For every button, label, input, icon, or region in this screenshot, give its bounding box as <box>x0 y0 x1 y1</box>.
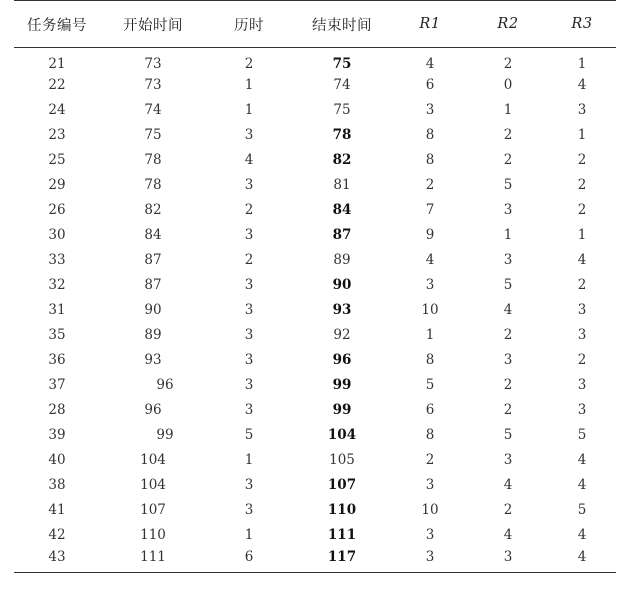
table-row <box>14 73 616 98</box>
cell-end-time: 81 <box>333 177 351 193</box>
cell-r2: 2 <box>503 502 513 518</box>
cell-duration: 3 <box>244 177 254 193</box>
cell-end-time: 99 <box>332 402 352 418</box>
cell-r2: 2 <box>503 402 513 418</box>
cell-r3: 4 <box>577 527 587 543</box>
cell-start-time: 73 <box>144 77 162 93</box>
cell-r2: 2 <box>503 152 513 168</box>
cell-r3: 4 <box>577 77 587 93</box>
cell-r2: 1 <box>503 102 513 118</box>
cell-r2: 3 <box>503 202 513 218</box>
cell-start-time: 89 <box>144 327 162 343</box>
header-r1: R1 <box>392 1 468 48</box>
cell-start-time: 84 <box>144 227 162 243</box>
cell-r3: 5 <box>577 502 587 518</box>
cell-start-time: 111 <box>100 548 206 573</box>
cell-r2: 4 <box>503 527 513 543</box>
task-schedule-table <box>14 0 616 573</box>
cell-start-time: 99 <box>156 427 174 443</box>
table-row <box>14 223 616 248</box>
cell-task-id: 30 <box>48 227 66 243</box>
cell-duration: 2 <box>244 202 254 218</box>
cell-r1: 6 <box>425 402 435 418</box>
cell-r2: 4 <box>503 302 513 318</box>
cell-duration: 2 <box>244 252 254 268</box>
cell-r1: 3 <box>392 548 468 573</box>
cell-end-time: 89 <box>333 252 351 268</box>
table-row <box>14 523 616 548</box>
cell-r2: 4 <box>503 477 513 493</box>
cell-r1: 8 <box>425 127 435 143</box>
cell-end-time: 111 <box>327 527 357 543</box>
table-row <box>14 398 616 423</box>
cell-r2: 2 <box>503 56 513 73</box>
cell-task-id: 25 <box>48 152 66 168</box>
cell-r1: 10 <box>421 302 439 318</box>
cell-end-time: 90 <box>332 277 352 293</box>
table-row <box>14 323 616 348</box>
cell-r1: 3 <box>425 527 435 543</box>
cell-r1: 2 <box>425 452 435 468</box>
cell-task-id: 40 <box>48 452 66 468</box>
cell-end-time: 87 <box>332 227 352 243</box>
cell-r3: 5 <box>577 427 587 443</box>
cell-duration: 3 <box>244 227 254 243</box>
cell-r3: 2 <box>577 202 587 218</box>
cell-r1: 8 <box>425 427 435 443</box>
cell-duration: 3 <box>244 377 254 393</box>
cell-r2: 5 <box>503 277 513 293</box>
cell-end-time: 92 <box>333 327 351 343</box>
cell-r2: 5 <box>503 427 513 443</box>
cell-task-id: 24 <box>48 102 66 118</box>
cell-duration: 3 <box>244 327 254 343</box>
table-row <box>14 273 616 298</box>
cell-end-time: 78 <box>332 127 352 143</box>
cell-r3: 3 <box>577 302 587 318</box>
cell-r2: 2 <box>503 377 513 393</box>
header-r3: R3 <box>548 1 616 48</box>
cell-start-time: 110 <box>140 527 166 543</box>
cell-end-time: 105 <box>329 452 355 468</box>
cell-r3: 2 <box>577 177 587 193</box>
table-row <box>14 298 616 323</box>
cell-r1: 3 <box>425 102 435 118</box>
cell-r3: 1 <box>577 127 587 143</box>
cell-task-id: 28 <box>48 402 66 418</box>
cell-r1: 2 <box>425 177 435 193</box>
cell-r2: 0 <box>503 77 513 93</box>
cell-r3: 3 <box>577 102 587 118</box>
cell-task-id: 31 <box>48 302 66 318</box>
cell-duration: 3 <box>244 502 254 518</box>
cell-task-id: 32 <box>48 277 66 293</box>
cell-r1: 6 <box>425 77 435 93</box>
cell-start-time: 96 <box>144 402 162 418</box>
cell-start-time: 104 <box>140 477 166 493</box>
cell-end-time: 75 <box>333 102 351 118</box>
cell-r2: 2 <box>503 127 513 143</box>
cell-task-id: 29 <box>48 177 66 193</box>
cell-r2: 3 <box>503 352 513 368</box>
table-body <box>14 48 616 573</box>
cell-start-time: 82 <box>144 202 162 218</box>
cell-start-time: 78 <box>144 177 162 193</box>
cell-duration: 1 <box>244 452 254 468</box>
cell-r2: 3 <box>503 252 513 268</box>
cell-task-id: 41 <box>48 502 66 518</box>
cell-end-time: 75 <box>332 56 352 73</box>
cell-r1: 9 <box>425 227 435 243</box>
cell-r1: 8 <box>425 352 435 368</box>
cell-start-time: 93 <box>144 352 162 368</box>
cell-task-id: 43 <box>14 548 100 573</box>
table-row <box>14 248 616 273</box>
cell-task-id: 38 <box>48 477 66 493</box>
table-header <box>14 1 616 48</box>
cell-r3: 3 <box>577 402 587 418</box>
header-task-id: 任务编号 <box>14 1 100 48</box>
cell-r2: 5 <box>503 177 513 193</box>
cell-r1: 5 <box>425 377 435 393</box>
cell-start-time: 90 <box>144 302 162 318</box>
header-start-time: 开始时间 <box>100 1 206 48</box>
cell-end-time: 84 <box>332 202 352 218</box>
cell-end-time: 74 <box>333 77 351 93</box>
cell-duration: 2 <box>244 56 254 73</box>
cell-duration: 3 <box>244 352 254 368</box>
table-row <box>14 98 616 123</box>
cell-task-id: 22 <box>48 77 66 93</box>
table-row <box>14 548 616 573</box>
cell-r3: 2 <box>577 277 587 293</box>
table-row <box>14 448 616 473</box>
cell-end-time: 104 <box>327 427 357 443</box>
cell-r1: 4 <box>425 252 435 268</box>
cell-end-time: 99 <box>332 377 352 393</box>
cell-r1: 3 <box>425 277 435 293</box>
cell-r1: 1 <box>425 327 435 343</box>
cell-r1: 7 <box>425 202 435 218</box>
cell-end-time: 93 <box>332 302 352 318</box>
cell-end-time: 82 <box>332 152 352 168</box>
cell-task-id: 42 <box>48 527 66 543</box>
cell-duration: 1 <box>244 102 254 118</box>
cell-end-time: 107 <box>327 477 357 493</box>
header-r2: R2 <box>468 1 548 48</box>
cell-r3: 4 <box>577 252 587 268</box>
cell-task-id: 39 <box>48 427 66 443</box>
cell-task-id: 23 <box>48 127 66 143</box>
table-row <box>14 498 616 523</box>
cell-r1: 8 <box>425 152 435 168</box>
cell-end-time: 96 <box>332 352 352 368</box>
cell-start-time: 74 <box>144 102 162 118</box>
cell-r1: 3 <box>425 477 435 493</box>
cell-duration: 3 <box>244 402 254 418</box>
table-row <box>14 198 616 223</box>
table-row <box>14 373 616 398</box>
header-end-time: 结束时间 <box>292 1 392 48</box>
table-row <box>14 173 616 198</box>
table-row <box>14 473 616 498</box>
cell-r1: 4 <box>425 56 435 73</box>
table-row <box>14 48 616 73</box>
cell-r2: 1 <box>503 227 513 243</box>
cell-duration: 3 <box>244 127 254 143</box>
cell-duration: 1 <box>244 77 254 93</box>
cell-start-time: 104 <box>140 452 166 468</box>
cell-r3: 4 <box>577 477 587 493</box>
cell-start-time: 78 <box>144 152 162 168</box>
cell-start-time: 107 <box>140 502 166 518</box>
cell-r2: 3 <box>468 548 548 573</box>
cell-duration: 3 <box>244 277 254 293</box>
cell-r1: 10 <box>421 502 439 518</box>
cell-task-id: 21 <box>48 56 66 73</box>
table-row <box>14 123 616 148</box>
cell-start-time: 73 <box>144 56 162 73</box>
cell-duration: 5 <box>244 427 254 443</box>
cell-end-time: 110 <box>327 502 357 518</box>
cell-end-time: 117 <box>292 548 392 573</box>
header-duration: 历时 <box>206 1 292 48</box>
header-row <box>14 1 616 48</box>
cell-r2: 2 <box>503 327 513 343</box>
cell-task-id: 37 <box>48 377 66 393</box>
table-row <box>14 348 616 373</box>
cell-r3: 4 <box>577 452 587 468</box>
cell-start-time: 87 <box>144 252 162 268</box>
cell-task-id: 35 <box>48 327 66 343</box>
cell-duration: 3 <box>244 302 254 318</box>
cell-task-id: 26 <box>48 202 66 218</box>
cell-r3: 3 <box>577 377 587 393</box>
table-row <box>14 423 616 448</box>
cell-start-time: 87 <box>144 277 162 293</box>
cell-r3: 4 <box>548 548 616 573</box>
cell-r3: 1 <box>577 56 587 73</box>
cell-task-id: 36 <box>48 352 66 368</box>
cell-r3: 2 <box>577 352 587 368</box>
cell-duration: 4 <box>244 152 254 168</box>
cell-start-time: 75 <box>144 127 162 143</box>
cell-start-time: 96 <box>156 377 174 393</box>
cell-r3: 1 <box>577 227 587 243</box>
cell-r3: 2 <box>577 152 587 168</box>
cell-duration: 1 <box>244 527 254 543</box>
cell-duration: 3 <box>244 477 254 493</box>
cell-r3: 3 <box>577 327 587 343</box>
cell-duration: 6 <box>206 548 292 573</box>
cell-task-id: 33 <box>48 252 66 268</box>
cell-r2: 3 <box>503 452 513 468</box>
table-row <box>14 148 616 173</box>
